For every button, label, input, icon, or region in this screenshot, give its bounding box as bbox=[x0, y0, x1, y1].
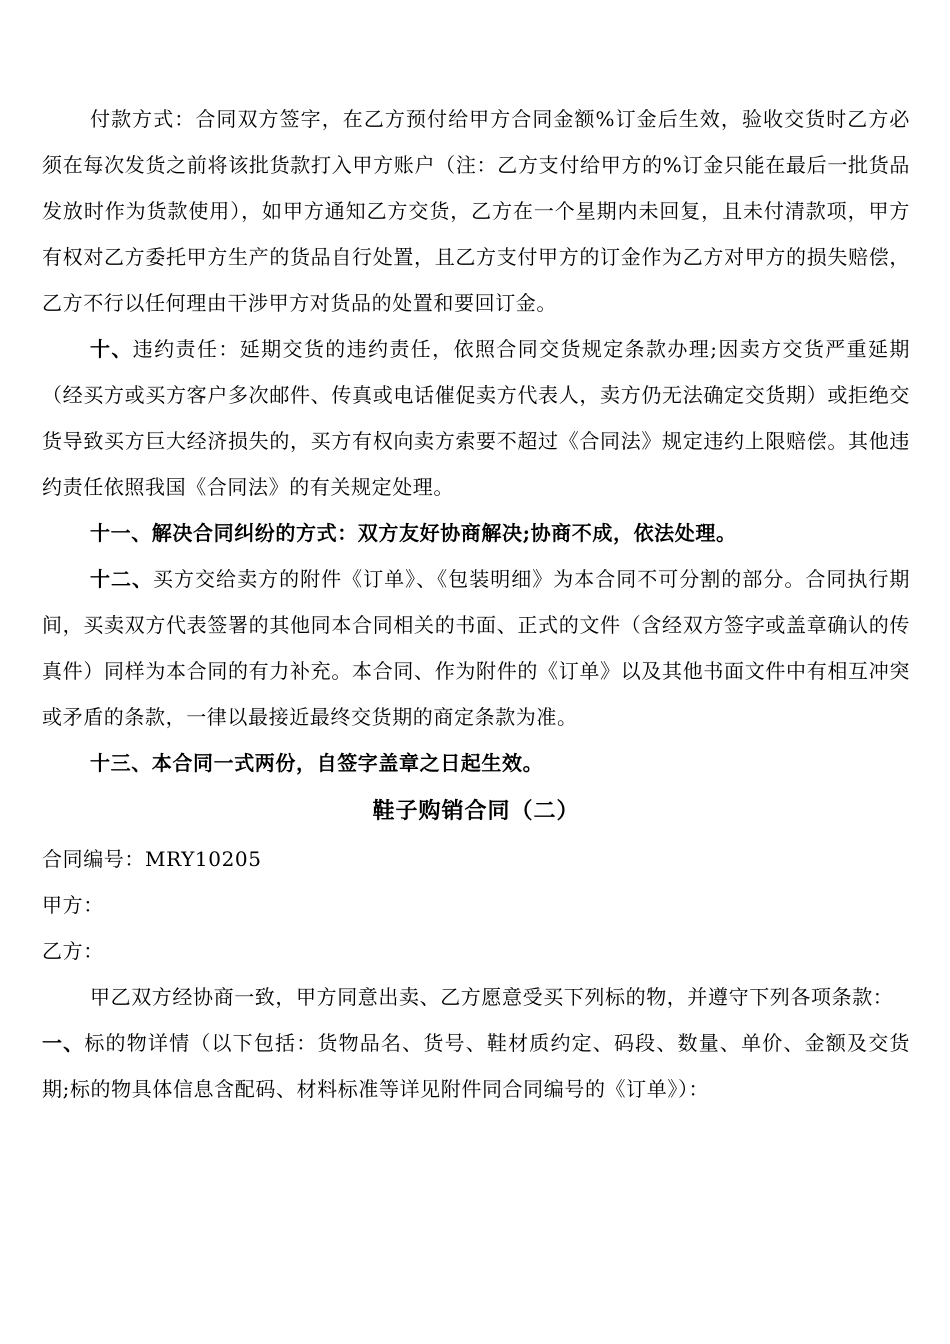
clause-12-text: 买方交给卖方的附件《订单》、《包装明细》为本合同不可分割的部分。合同执行期间，买卖双方代表签署的其他同本合同相关的书面、正式的文件（含经双方签字或盖章确认的传真件）同样为本合同的有力补充。本合同、作为附件的《订单》以及其他书面文件中有相互冲突或矛盾的条款，一律以最接近最终交货期的商定条款为准。 bbox=[42, 567, 910, 729]
party-a-label: 甲方： bbox=[42, 893, 104, 917]
document-page bbox=[42, 96, 910, 1112]
clause-10-paragraph bbox=[42, 326, 910, 510]
clause-11-paragraph: 十一、解决合同纠纷的方式：双方友好协商解决;协商不成，依法处理。 bbox=[90, 521, 737, 545]
clause-1-number: 一、 bbox=[42, 1031, 85, 1055]
clause-12-number: 十二、 bbox=[90, 567, 154, 591]
party-b-label: 乙方： bbox=[42, 939, 104, 963]
payment-terms-paragraph: 付款方式：合同双方签字，在乙方预付给甲方合同金额%订金后生效，验收交货时乙方必须在每次发货之前将该批货款打入甲方账户（注：乙方支付给甲方的%订金只能在最后一批货品发放时作为货款使用），如甲方通知乙方交货，乙方在一个星期内未回复，且未付清款项，甲方有权对乙方委托甲方生产的货品自行处置，且乙方支付甲方的订金作为乙方对甲方的损失赔偿，乙方不行以任何理由干涉甲方对货品的处置和要回订金。 bbox=[42, 107, 910, 315]
clause-10-number: 十、 bbox=[90, 337, 133, 361]
clause-10-text: 违约责任：延期交货的违约责任，依照合同交货规定条款办理;因卖方交货严重延期（经买方或买方客户多次邮件、传真或电话催促卖方代表人，卖方仍无法确定交货期）或拒绝交货导致买方巨大经济损失的，买方有权向卖方索要不超过《合同法》规定违约上限赔偿。其他违约责任依照我国《合同法》的有关规定处理。 bbox=[42, 337, 911, 499]
clause-12-paragraph bbox=[42, 556, 910, 740]
contract-number: 合同编号：MRY10205 bbox=[42, 847, 262, 871]
clause-13-paragraph: 十三、本合同一式两份，自签字盖章之日起生效。 bbox=[90, 751, 544, 775]
clause-1-text: 标的物详情（以下包括：货物品名、货号、鞋材质约定、码段、数量、单价、金额及交货期;标的物具体信息含配码、材料标准等详见附件同合同编号的《订单》）： bbox=[42, 1031, 910, 1101]
intro-paragraph: 甲乙双方经协商一致，甲方同意出卖、乙方愿意受买下列标的物，并遵守下列各项条款： bbox=[90, 985, 894, 1009]
contract-title: 鞋子购销合同（二） bbox=[372, 798, 580, 824]
clause-1-paragraph bbox=[42, 1020, 910, 1112]
